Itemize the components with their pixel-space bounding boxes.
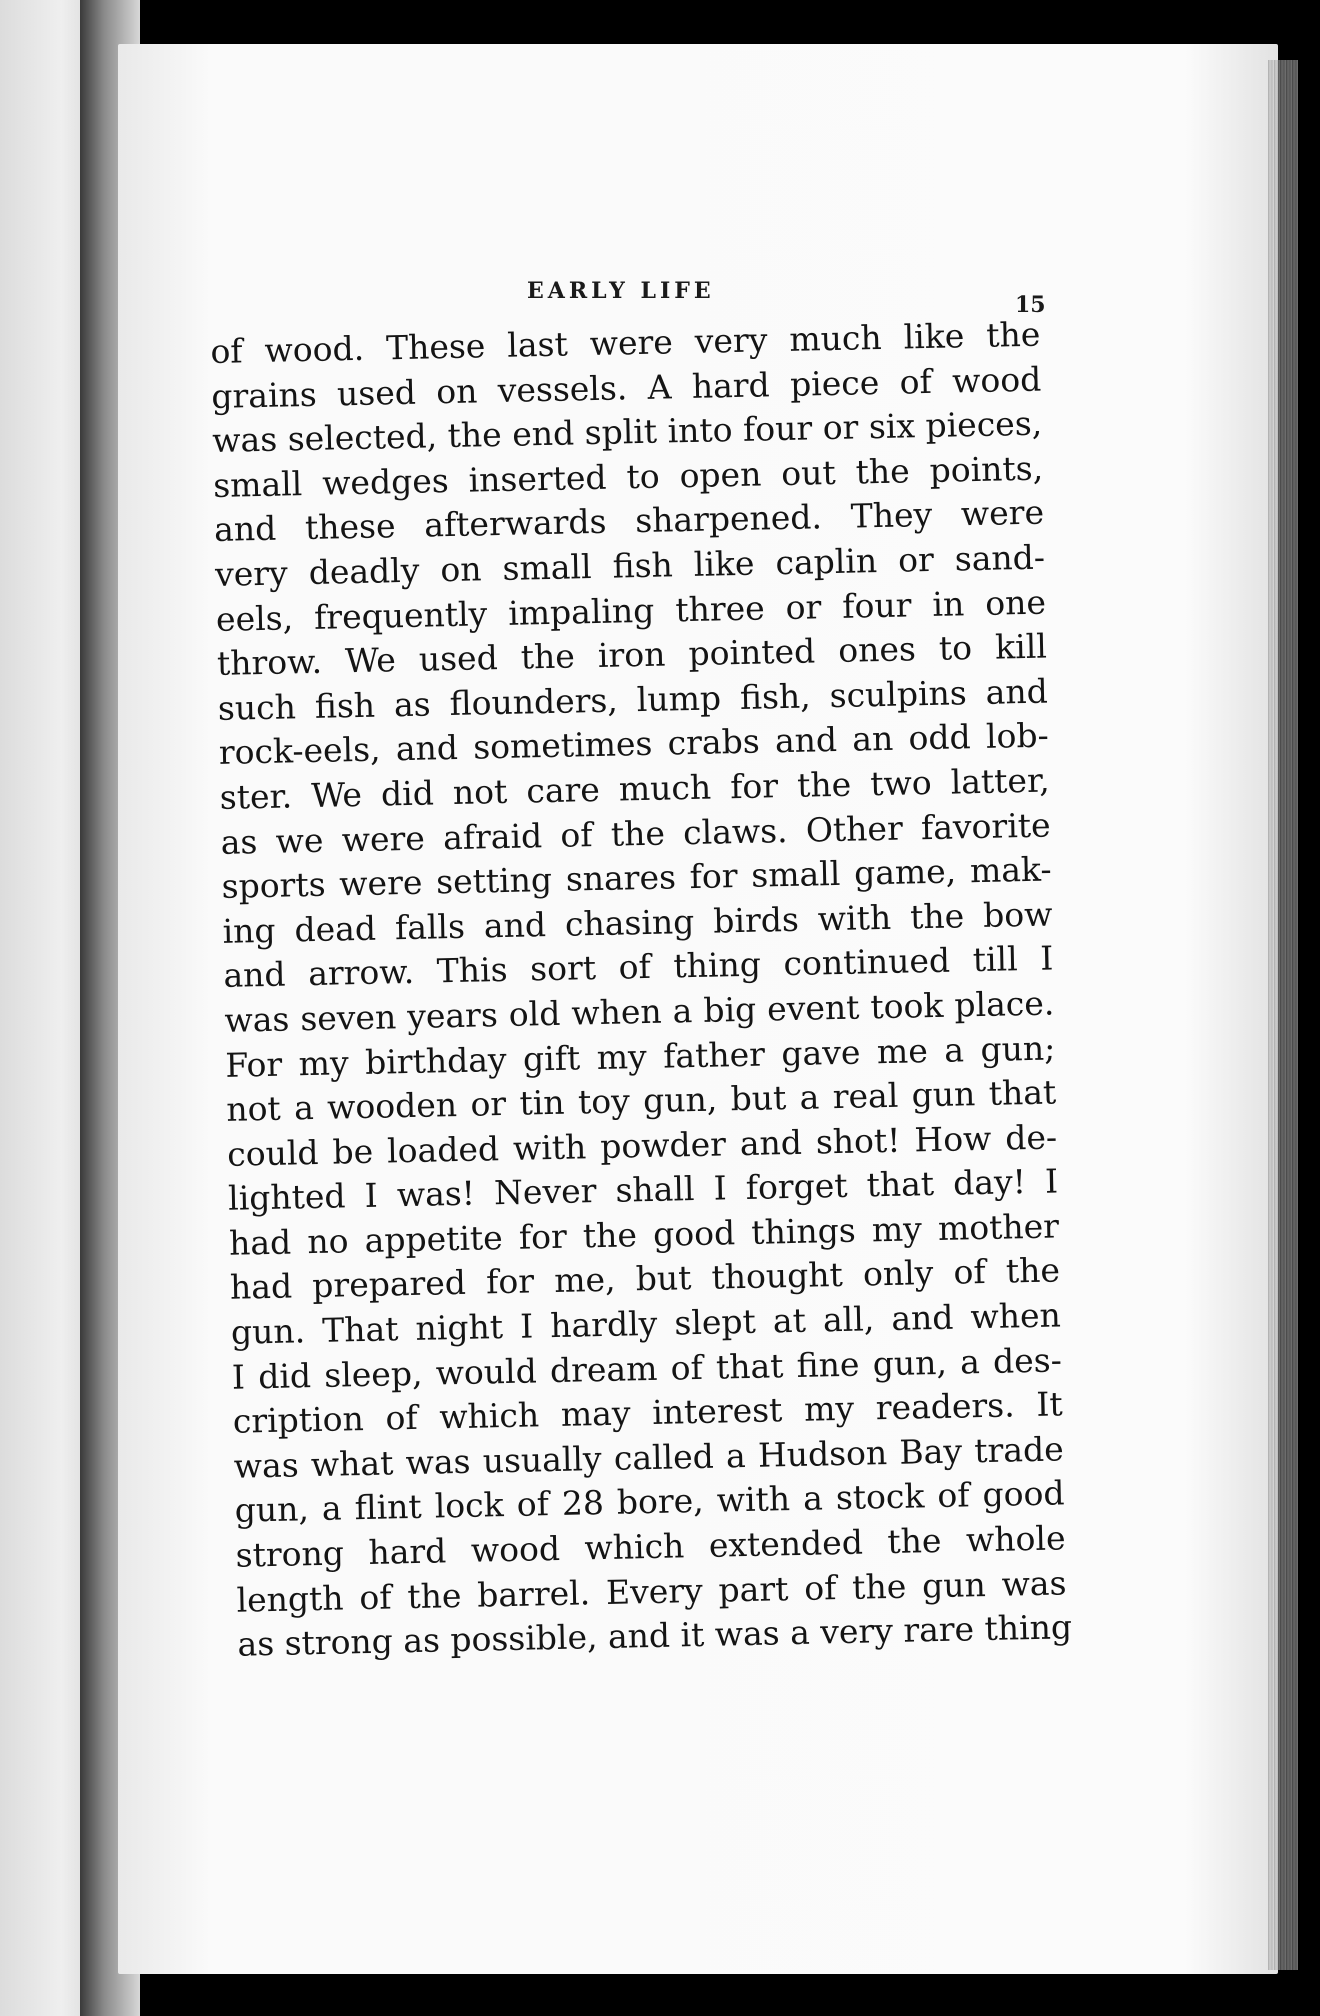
text-line: was seven years old when a big event took place. xyxy=(224,983,1055,1040)
text-line: as we were afraid of the claws. Other favorite xyxy=(220,805,1051,862)
text-line: sports were setting snares for small game, mak- xyxy=(221,849,1052,906)
chapter-title: EARLY LIFE xyxy=(527,278,715,304)
text-line: throw. We used the iron pointed ones to kill xyxy=(216,626,1048,684)
page-stack-edge xyxy=(1268,60,1298,1970)
text-line: ing dead falls and chasing birds with the bow xyxy=(222,894,1053,951)
text-line: very deadly on small fish like caplin or sand- xyxy=(214,537,1046,594)
text-line: was selected, the end split into four or six pieces, xyxy=(211,403,1043,461)
text-line: length of the barrel. Every part of the gun was xyxy=(236,1562,1067,1620)
text-line: rock-eels, and sometimes crabs and an odd lob- xyxy=(218,715,1050,773)
text-line: not a wooden or tin toy gun, but a real gun that xyxy=(225,1072,1057,1129)
text-line: gun, a flint lock of 28 bore, with a stock of good xyxy=(234,1473,1065,1531)
text-line: cription of which may interest my readers. It xyxy=(232,1384,1064,1442)
text-line: I did sleep, would dream of that fine gun, a des- xyxy=(231,1340,1063,1397)
text-line: gun. That night I hardly slept at all, and when xyxy=(230,1295,1062,1352)
text-line: as strong as possible, and it was a very rare thing xyxy=(237,1607,1073,1664)
text-line: grains used on vessels. A hard piece of wood xyxy=(210,359,1042,416)
text-line: For my birthday gift my father gave me a gun; xyxy=(224,1027,1056,1085)
text-line: and arrow. This sort of thing continued till I xyxy=(223,938,1054,996)
text-line: eels, frequently impaling three or four in one xyxy=(215,582,1047,639)
text-line: could be loaded with powder and shot! How de- xyxy=(226,1117,1058,1174)
text-line: small wedges inserted to open out the points, xyxy=(212,448,1044,505)
text-line: had prepared for me, but thought only of the xyxy=(229,1250,1061,1308)
text-line: ster. We did not care much for the two latter, xyxy=(219,760,1051,817)
text-line: of wood. These last were very much like the xyxy=(210,314,1041,371)
text-line: such fish as flounders, lump fish, sculpins and xyxy=(217,671,1049,728)
body-text xyxy=(210,313,1073,1668)
text-line: lighted I was! Never shall I forget that day! I xyxy=(227,1161,1059,1219)
text-line: had no appetite for the good things my mother xyxy=(228,1206,1060,1263)
text-line: strong hard wood which extended the whole xyxy=(235,1518,1066,1575)
page-number: 15 xyxy=(1015,292,1046,318)
text-line: and these afterwards sharpened. They were xyxy=(213,492,1045,550)
text-line: was what was usually called a Hudson Bay trade xyxy=(233,1429,1065,1486)
